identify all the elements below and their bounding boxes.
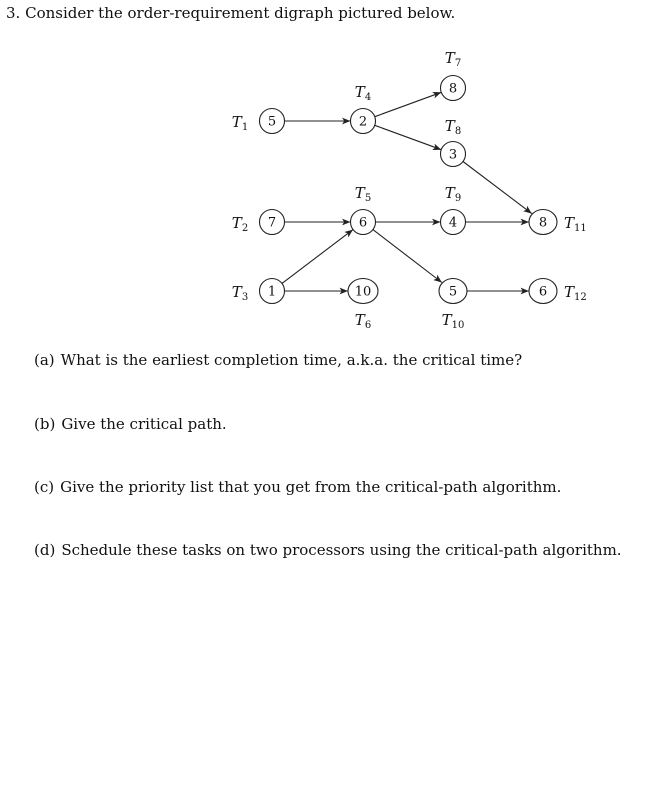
task-node-t1 xyxy=(260,109,285,134)
task-label-t4 xyxy=(355,83,371,103)
task-label-t10-subscript: 10 xyxy=(451,320,465,331)
task-label-t12-letter: T xyxy=(564,283,575,301)
task-label-t11-subscript: 11 xyxy=(574,223,587,234)
task-node-t11 xyxy=(529,210,557,235)
node-layer xyxy=(260,76,558,304)
edge-t4-to-t8 xyxy=(375,125,442,149)
task-label-t7 xyxy=(445,49,461,69)
task-node-t4 xyxy=(351,109,376,134)
task-label-t11 xyxy=(564,214,587,234)
task-label-t1-subscript: 1 xyxy=(241,122,249,133)
task-label-t8-letter: T xyxy=(444,117,455,135)
task-node-t5 xyxy=(351,210,376,235)
edge-t8-to-t11 xyxy=(463,162,532,214)
question-a-letter: (a) xyxy=(34,351,55,369)
task-label-t3 xyxy=(232,283,248,303)
task-label-t6-letter: T xyxy=(354,311,365,329)
task-label-t10 xyxy=(442,311,465,331)
task-duration-t2: 7 xyxy=(267,215,277,231)
question-d xyxy=(34,541,622,559)
task-node-t9 xyxy=(441,210,466,235)
task-node-t8 xyxy=(441,142,466,167)
task-duration-t12: 6 xyxy=(538,284,548,300)
task-label-t1 xyxy=(232,113,248,133)
task-duration-t8: 3 xyxy=(448,147,458,163)
task-label-t9-subscript: 9 xyxy=(454,193,462,204)
task-label-t1-letter: T xyxy=(231,113,242,131)
task-label-t5-letter: T xyxy=(354,184,365,202)
task-node-t3 xyxy=(260,279,285,304)
edge-layer xyxy=(282,92,532,291)
task-label-t4-subscript: 4 xyxy=(364,92,372,103)
task-label-t9-letter: T xyxy=(444,184,455,202)
task-duration-t7: 8 xyxy=(448,81,458,97)
task-label-t7-subscript: 7 xyxy=(454,58,462,69)
task-label-t2 xyxy=(232,214,248,234)
question-b-text: Give the critical path. xyxy=(61,415,227,433)
question-c-letter: (c) xyxy=(34,478,55,496)
task-label-t5-subscript: 5 xyxy=(364,193,372,204)
task-duration-t1: 5 xyxy=(267,114,277,130)
task-node-t6 xyxy=(348,279,378,304)
task-label-t8-subscript: 8 xyxy=(454,126,462,137)
task-label-t12-subscript: 12 xyxy=(574,292,587,303)
task-duration-t6: 10 xyxy=(354,284,372,300)
edge-t3-to-t5 xyxy=(282,230,353,284)
task-duration-t3: 1 xyxy=(267,284,277,300)
question-a xyxy=(34,351,522,369)
edge-t4-to-t7 xyxy=(375,92,442,116)
task-label-t12 xyxy=(564,283,587,303)
task-label-t3-letter: T xyxy=(231,283,242,301)
task-label-t11-letter: T xyxy=(564,214,575,232)
task-node-t2 xyxy=(260,210,285,235)
question-b xyxy=(34,415,227,433)
task-label-t3-subscript: 3 xyxy=(241,292,249,303)
question-c xyxy=(34,478,561,496)
task-duration-t11: 8 xyxy=(538,215,548,231)
order-requirement-digraph xyxy=(0,0,668,340)
task-label-t2-subscript: 2 xyxy=(241,223,249,234)
task-label-t2-letter: T xyxy=(231,214,242,232)
question-b-letter: (b) xyxy=(34,415,56,433)
question-a-text: What is the earliest completion time, a.k.a. the critical time? xyxy=(60,351,523,369)
task-label-t6-subscript: 6 xyxy=(364,320,372,331)
task-node-t12 xyxy=(529,279,557,304)
task-label-t10-letter: T xyxy=(441,311,452,329)
problem-text: Consider the order-requirement digraph pictured below. xyxy=(25,4,456,22)
task-duration-t9: 4 xyxy=(448,215,458,231)
problem-number: 3. xyxy=(6,4,21,22)
task-node-t10 xyxy=(439,279,467,304)
question-d-letter: (d) xyxy=(34,541,56,559)
task-duration-t10: 5 xyxy=(448,284,458,300)
task-label-t5 xyxy=(355,184,371,204)
task-label-t9 xyxy=(445,184,461,204)
task-label-t6 xyxy=(355,311,371,331)
task-node-t7 xyxy=(441,76,466,101)
question-c-text: Give the priority list that you get from the critical-path algorithm. xyxy=(60,478,562,496)
task-label-t8 xyxy=(445,117,461,137)
task-label-t4-letter: T xyxy=(354,83,365,101)
task-label-t7-letter: T xyxy=(444,49,455,67)
task-duration-t4: 2 xyxy=(358,114,368,130)
question-d-text: Schedule these tasks on two processors using the critical-path algorithm. xyxy=(61,541,622,559)
task-duration-t5: 6 xyxy=(358,215,368,231)
edge-t5-to-t10 xyxy=(373,230,442,283)
